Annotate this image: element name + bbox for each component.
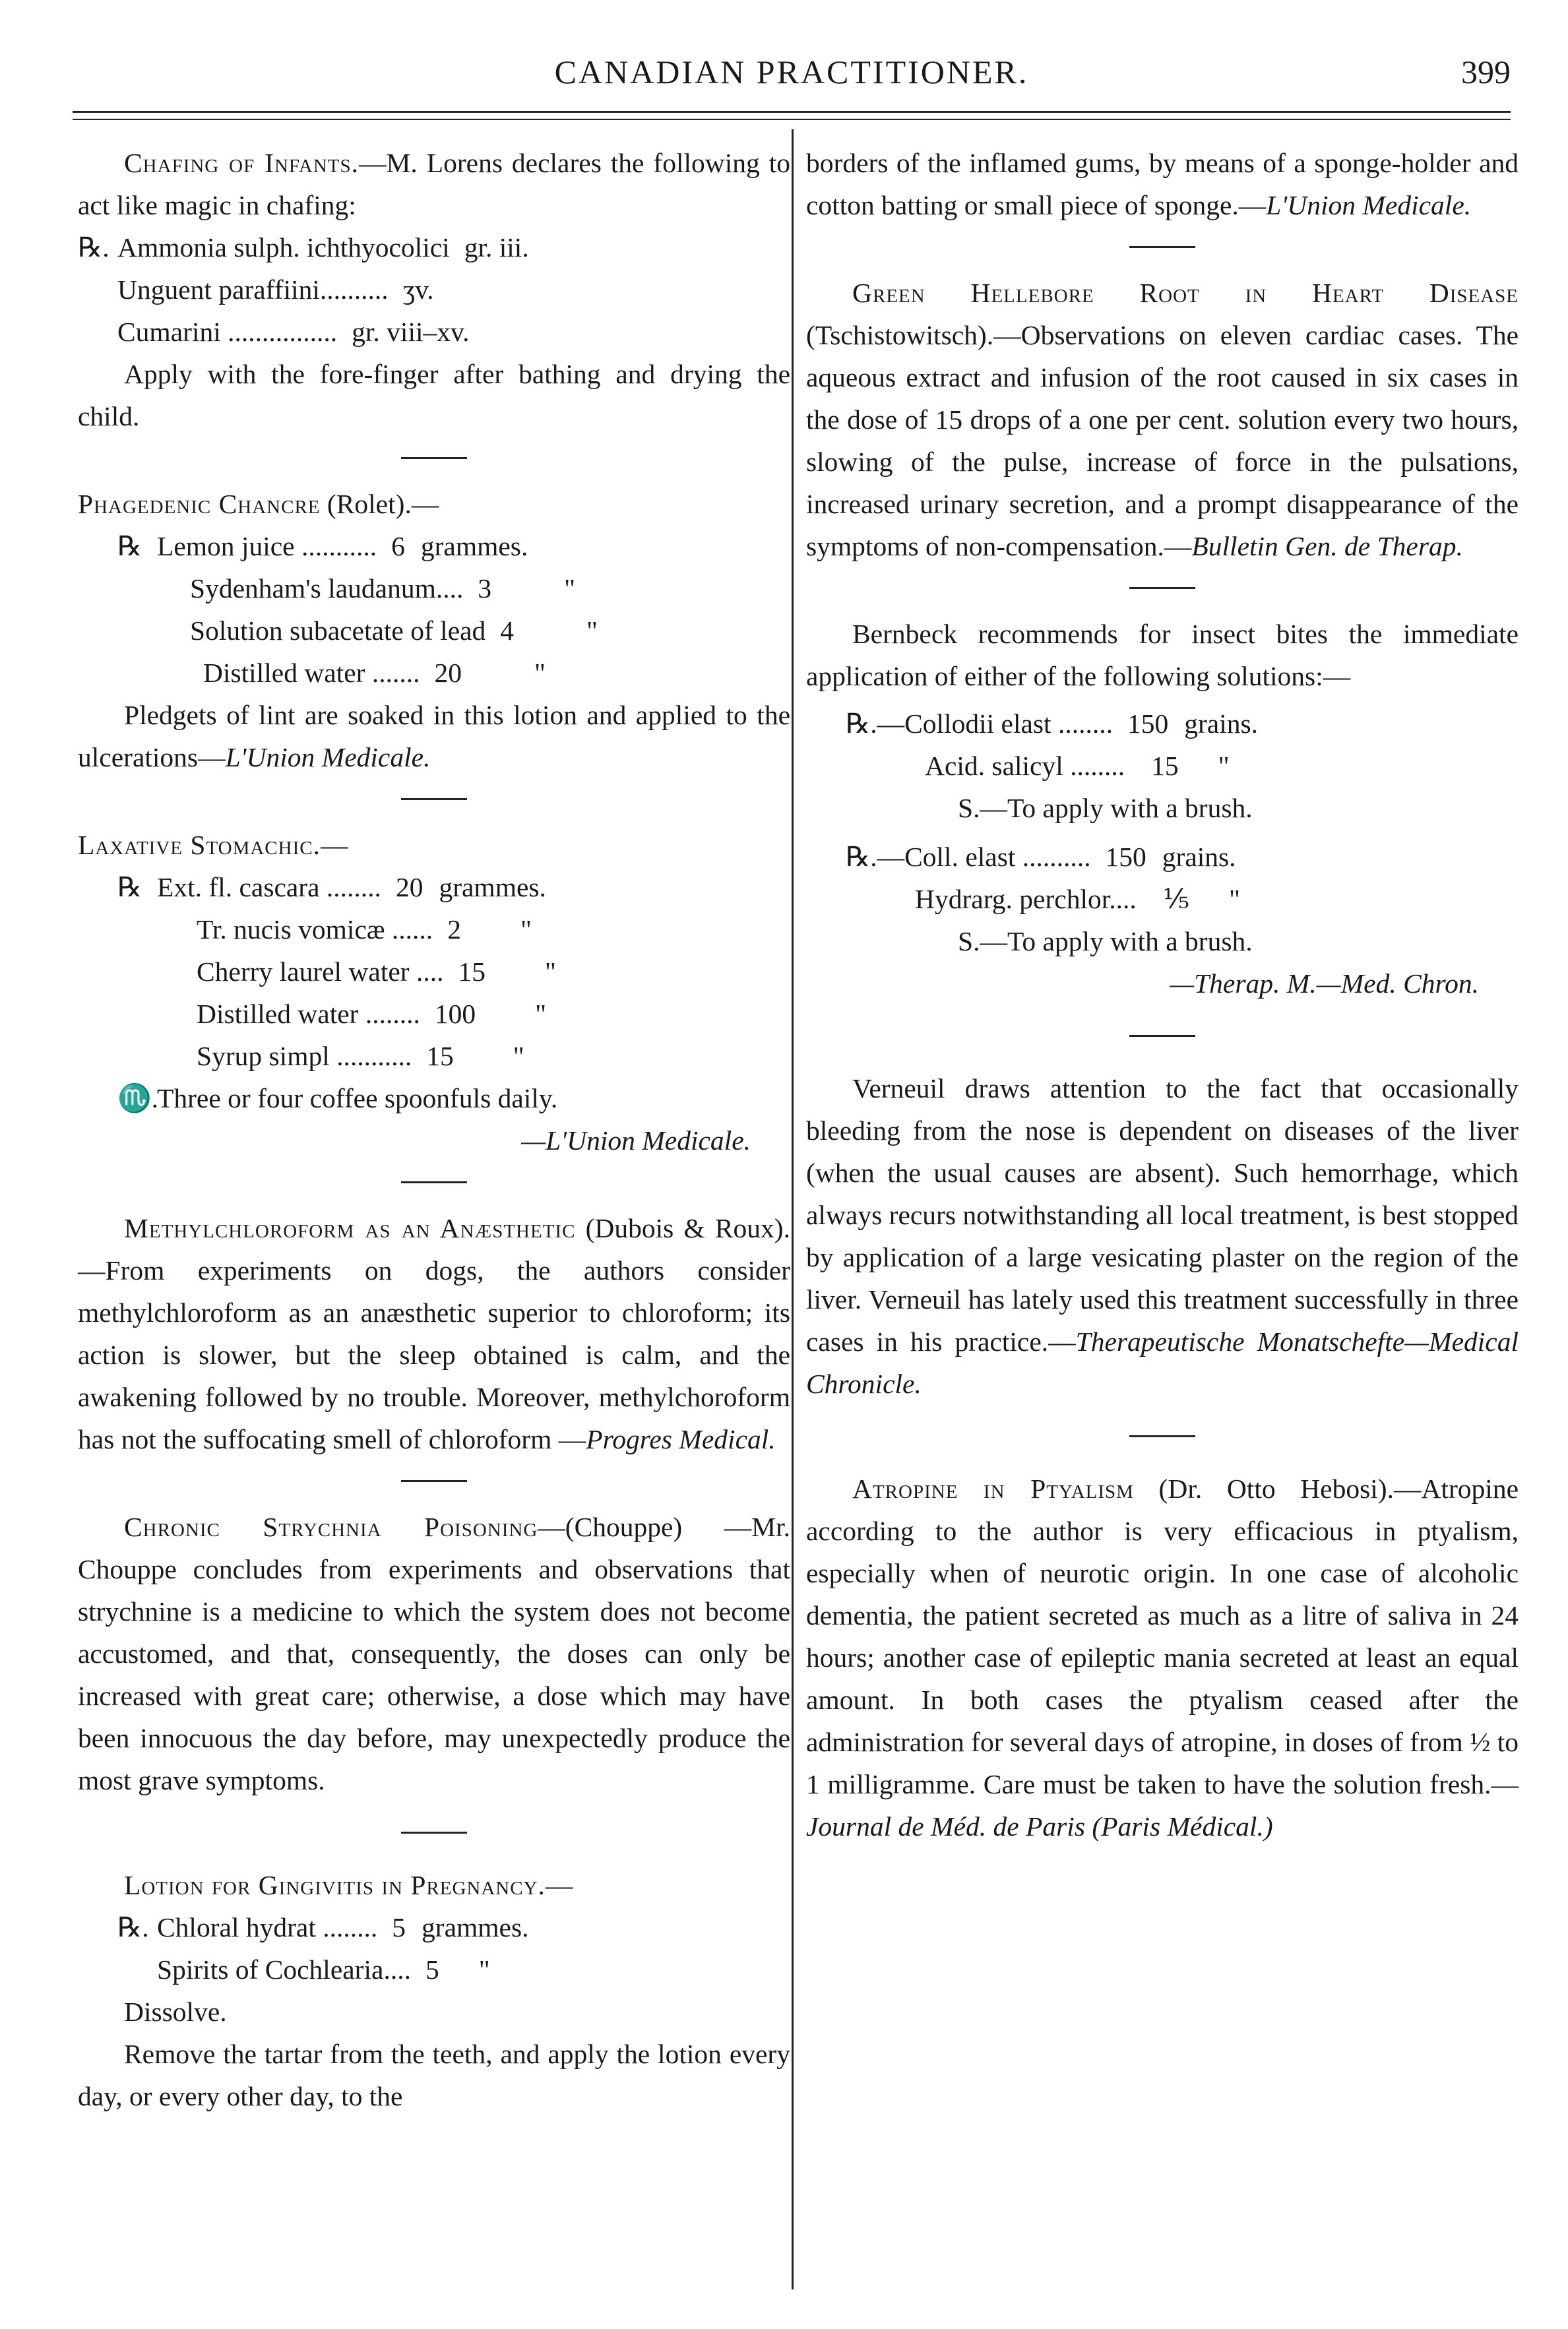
prescription-line xyxy=(78,866,790,908)
prescription-line xyxy=(806,745,1519,787)
rx-ingredient: Lemon juice ........... xyxy=(157,531,377,561)
article-title: Lotion for Gingivitis in Pregnancy.— xyxy=(124,1870,574,1900)
article-body: borders of the inflamed gums, by means of a sponge-holder and cotton batting or small piece of sponge.— xyxy=(806,148,1519,220)
rx-directions: Dissolve. xyxy=(124,1997,227,2027)
prescription-line xyxy=(78,1077,790,1119)
rx-quantity: 5 xyxy=(392,1912,406,1942)
prescription-line xyxy=(78,1948,790,1991)
rx-quantity: 6 xyxy=(391,531,405,561)
rx-ingredient: Chloral hydrat ........ xyxy=(157,1912,378,1942)
rx-unit: " xyxy=(513,1041,524,1071)
prescription-line xyxy=(78,1906,790,1948)
prescription-line xyxy=(78,525,790,567)
rx-ingredient: Distilled water ....... xyxy=(203,658,420,688)
rx-ingredient: —Collodii elast ........ xyxy=(877,708,1113,739)
rx-ingredient: Distilled water ........ xyxy=(197,999,420,1029)
article-source: L'Union Medicale. xyxy=(225,742,431,772)
rx-directions: S.—To apply with a brush. xyxy=(958,926,1253,956)
rx-unit: grammes. xyxy=(439,872,546,902)
rx-symbol: ℞. xyxy=(846,842,877,872)
rx-unit: grains. xyxy=(1184,708,1258,739)
rx-ingredient: Tr. nucis vomicæ ...... xyxy=(197,914,433,945)
rx-quantity: 15 xyxy=(458,956,486,987)
article-body: Apply with the fore-finger after bathing and drying the child. xyxy=(78,359,790,431)
right-column xyxy=(806,142,1519,1848)
article-strychnia xyxy=(78,1506,790,1801)
rx-ingredient: Spirits of Cochlearia.... xyxy=(157,1954,411,1985)
rx-symbol: ℞. xyxy=(117,1912,149,1942)
prescription-line xyxy=(78,226,790,268)
article-source: Journal de Méd. de Paris (Paris Médical.) xyxy=(806,1811,1273,1842)
article-intro: —M. Lorens declares the following to act like magic in chafing: xyxy=(78,148,790,220)
section-separator xyxy=(401,1181,467,1183)
section-separator xyxy=(401,1480,467,1482)
rx-quantity: gr. viii–xv. xyxy=(352,317,470,347)
article-title: Phagedenic Chancre xyxy=(78,489,321,519)
article-title: Chafing of Infants. xyxy=(124,148,360,178)
article-title: Green Hellebore Root in Heart Disease xyxy=(852,278,1519,308)
rx-ingredient: Ext. fl. cascara ........ xyxy=(157,872,381,902)
rx-quantity: 3 xyxy=(478,573,492,604)
rx-symbol: ℞. xyxy=(78,232,110,263)
article-source: Bulletin Gen. de Therap. xyxy=(1191,531,1463,561)
left-column xyxy=(78,142,790,2117)
rx-ingredient: Hydrarg. perchlor.... xyxy=(915,884,1137,914)
prescription-line xyxy=(78,311,790,353)
prescription-line xyxy=(78,908,790,950)
rx-quantity: gr. iii. xyxy=(464,232,529,263)
prescription-line xyxy=(806,836,1519,878)
rx-ingredient: Cumarini ................ xyxy=(117,317,338,347)
rx-quantity: ⅕ xyxy=(1162,884,1189,914)
rx-unit: grammes. xyxy=(422,1912,529,1942)
rx-unit: " xyxy=(545,956,556,987)
article-body: —(Chouppe) —Mr. Chouppe concludes from experiments and observations that strychnine is a medicine to which the system does not become accustomed, and that, consequently, the doses can only be increased with great care; otherwise, a dose which may have been innocuous the day before, may unexpectedly produce the most grave symptoms. xyxy=(78,1512,790,1795)
rx-ingredient: Syrup simpl ........... xyxy=(197,1041,412,1071)
rx-unit: " xyxy=(478,1954,490,1985)
section-separator xyxy=(401,1832,467,1834)
article-title: Laxative Stomachic.— xyxy=(78,830,349,860)
rx-quantity: 5 xyxy=(425,1954,439,1985)
article-lotion-gingivitis xyxy=(78,1864,790,2117)
header-rule xyxy=(73,111,1511,113)
article-chafing xyxy=(78,142,790,437)
article-author: (Rolet).— xyxy=(327,489,439,519)
rx-ingredient: Sydenham's laudanum.... xyxy=(190,573,464,604)
rx-symbol: ℞ xyxy=(117,531,142,561)
rx-ingredient: Cherry laurel water .... xyxy=(197,956,444,987)
rx-ingredient: Acid. salicyl ........ xyxy=(925,751,1125,781)
article-title: Atropine in Ptyalism xyxy=(852,1474,1134,1504)
rx-directions: Three or four coffee spoonfuls daily. xyxy=(157,1083,558,1113)
section-separator xyxy=(401,457,467,459)
article-continuation xyxy=(806,142,1519,226)
rx-unit: " xyxy=(535,999,547,1029)
rx-quantity: 150 xyxy=(1105,842,1146,872)
article-hellebore xyxy=(806,272,1519,567)
running-head: CANADIAN PRACTITIONER. xyxy=(554,53,1029,90)
rx-ingredient: Unguent paraffiini.......... xyxy=(117,274,389,305)
rx-unit: " xyxy=(534,658,546,688)
rx-unit: grammes. xyxy=(420,531,528,561)
rx-directions: S.—To apply with a brush. xyxy=(958,793,1253,823)
rx-quantity: 15 xyxy=(426,1041,454,1071)
article-atropine xyxy=(806,1468,1519,1848)
rx-quantity: 20 xyxy=(395,872,423,902)
section-separator xyxy=(1129,1435,1195,1437)
article-methylchloroform xyxy=(78,1207,790,1460)
rx-unit: " xyxy=(1218,751,1230,781)
article-body: (Dr. Otto Hebosi).—Atropine according to the author is very efficacious in ptyalism, especially when of neurotic origin. In one case of alcoholic dementia, the patient secreted as much as a litre of saliva in 24 hours; another case of epileptic mania secreted at least an equal amount. In both cases the ptyalism ceased after the administration for several days of atropine, in doses of from ½ to 1 milligramme. Care must be taken to have the solution fresh.— xyxy=(806,1474,1519,1799)
prescription-line xyxy=(78,609,790,652)
article-body: (Dubois & Roux).—From experiments on dogs, the authors consider methylchloroform as an anæsthetic superior to chloroform; its action is slower, but the sleep obtained is calm, and the awakening followed by no trouble. Moreover, methylchoroform has not the suffocating smell of chloroform — xyxy=(78,1213,790,1454)
prescription-line xyxy=(78,567,790,609)
section-separator xyxy=(1129,1035,1195,1037)
prescription-line xyxy=(78,652,790,694)
article-source: —Therap. M.—Med. Chron. xyxy=(1170,968,1479,999)
prescription-line xyxy=(78,993,790,1035)
rx-quantity: 150 xyxy=(1127,708,1169,739)
prescription-line xyxy=(806,878,1519,920)
article-source: —L'Union Medicale. xyxy=(521,1125,751,1156)
article-body: Remove the tartar from the teeth, and apply the lotion every day, or every other day, to the xyxy=(78,2039,790,2111)
prescription-line xyxy=(78,950,790,993)
rx-quantity: 2 xyxy=(447,914,461,945)
rx-quantity: 20 xyxy=(434,658,462,688)
rx-quantity: 4 xyxy=(500,615,515,646)
article-verneuil xyxy=(806,1067,1519,1405)
section-separator xyxy=(1129,587,1195,589)
rx-ingredient: Ammonia sulph. ichthyocolici xyxy=(117,232,450,263)
rx-quantity: ʒv. xyxy=(402,274,434,305)
rx-symbol: ♏. xyxy=(117,1083,159,1113)
section-separator xyxy=(401,798,467,800)
article-source: Therapeutische Monatschefte—Medical Chronicle. xyxy=(806,1326,1519,1399)
page-number: 399 xyxy=(1461,53,1511,90)
rx-unit: " xyxy=(1228,884,1240,914)
prescription-line xyxy=(78,1035,790,1077)
article-source: L'Union Medicale. xyxy=(1266,190,1472,220)
article-title: Chronic Strychnia Poisoning xyxy=(124,1512,538,1542)
article-body: Pledgets of lint are soaked in this lotion and applied to the ulcerations— xyxy=(78,700,790,772)
rx-quantity: 100 xyxy=(434,999,476,1029)
rx-unit: grains. xyxy=(1162,842,1236,872)
header-rule-thin xyxy=(73,119,1511,120)
article-body: Verneuil draws attention to the fact that occasionally bleeding from the nose is dependent on diseases of the liver (when the usual causes are absent). Such hemorrhage, which always recurs notwithstanding all local treatment, is best stopped by application of a large vesicating plaster on the region of the liver. Verneuil has lately used this treatment successfully in three cases in his practice.— xyxy=(806,1073,1519,1357)
rx-unit: " xyxy=(564,573,576,604)
column-divider xyxy=(792,129,794,2289)
section-separator xyxy=(1129,246,1195,248)
article-phagedenic xyxy=(78,483,790,778)
rx-ingredient: —Coll. elast .......... xyxy=(877,842,1091,872)
prescription-line xyxy=(78,268,790,311)
rx-unit: " xyxy=(586,615,598,646)
article-body: (Tschistowitsch).—Observations on eleven cardiac cases. The aqueous extract and infusion of the root caused in six cases in the dose of 15 drops of a one per cent. solution every two hours, slowing of the pulse, increase of force in the pulsations, increased urinary secretion, and a prompt disappearance of the symptoms of non-compensation.— xyxy=(806,320,1519,561)
article-body: Bernbeck recommends for insect bites the immediate application of either of the following solutions:— xyxy=(806,619,1519,691)
article-title: Methylchloroform as an Anæsthetic xyxy=(124,1213,576,1243)
prescription-line xyxy=(806,702,1519,745)
article-bernbeck xyxy=(806,613,1519,1005)
rx-symbol: ℞ xyxy=(117,872,142,902)
article-source: Progres Medical. xyxy=(586,1424,776,1454)
rx-ingredient: Solution subacetate of lead xyxy=(190,615,486,646)
article-laxative xyxy=(78,824,790,1162)
rx-symbol: ℞. xyxy=(846,708,877,739)
rx-quantity: 15 xyxy=(1151,751,1179,781)
rx-unit: " xyxy=(520,914,532,945)
page-header xyxy=(73,53,1511,106)
